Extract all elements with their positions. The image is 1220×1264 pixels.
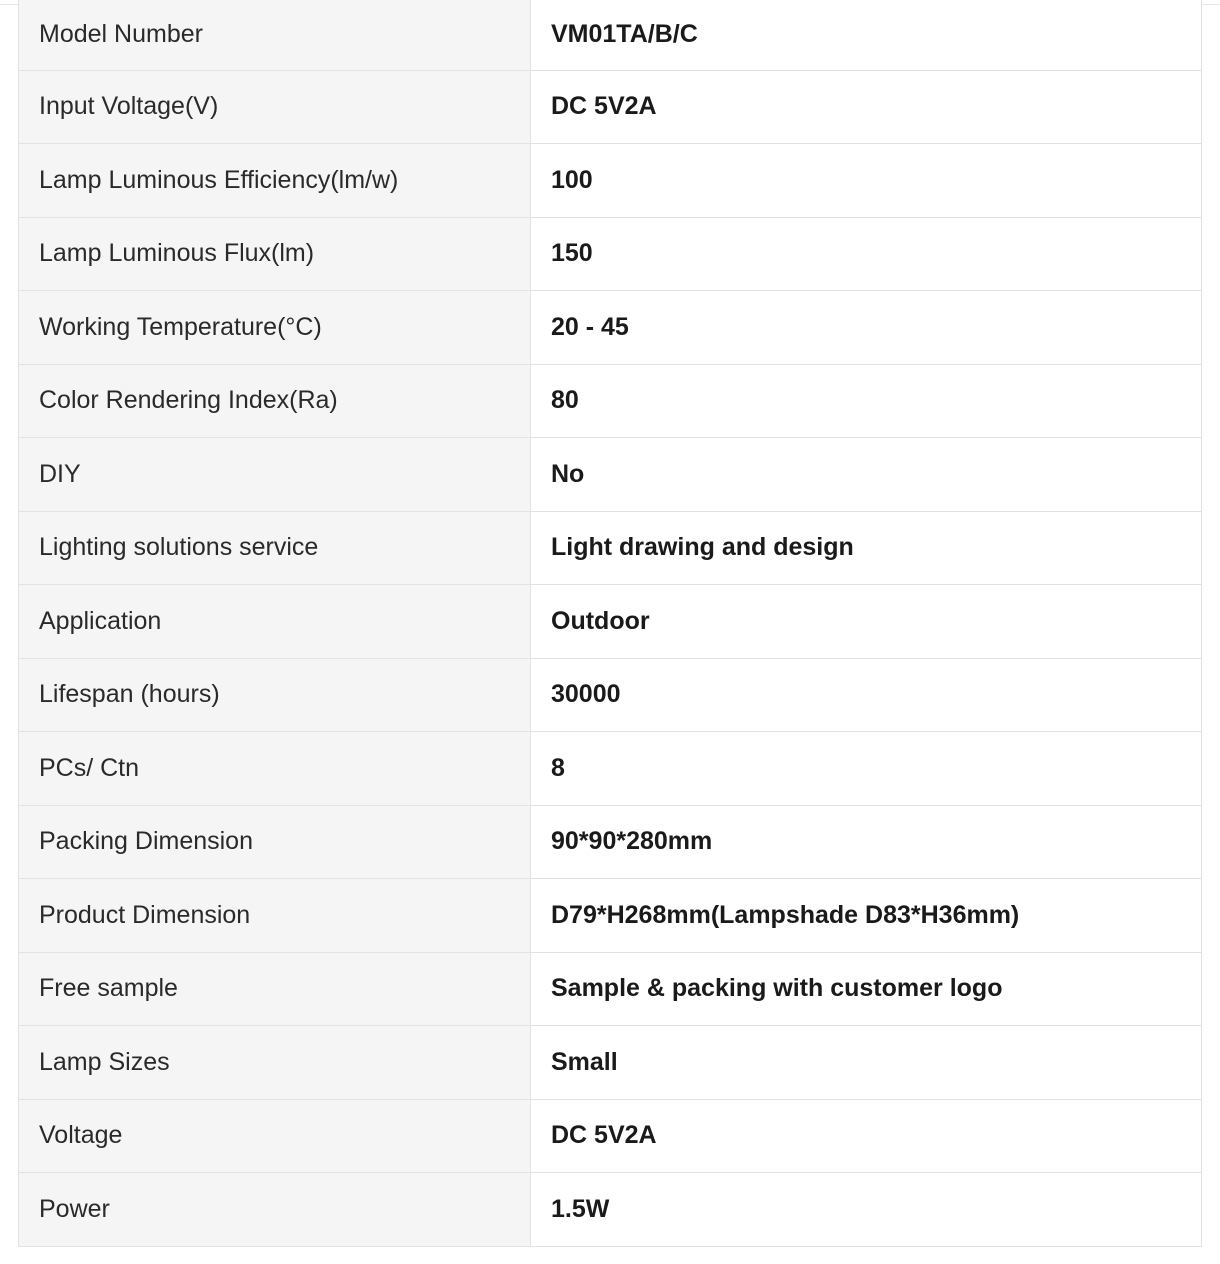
table-row bbox=[19, 879, 1202, 953]
spec-value: 8 bbox=[531, 732, 1202, 806]
spec-label: Lifespan (hours) bbox=[19, 658, 531, 732]
spec-table bbox=[18, 0, 1202, 1247]
table-row bbox=[19, 1099, 1202, 1173]
spec-value: No bbox=[531, 438, 1202, 512]
spec-value: 150 bbox=[531, 217, 1202, 291]
spec-table-body bbox=[19, 0, 1202, 1246]
table-row bbox=[19, 952, 1202, 1026]
spec-value: 80 bbox=[531, 364, 1202, 438]
table-row bbox=[19, 217, 1202, 291]
spec-value: D79*H268mm(Lampshade D83*H36mm) bbox=[531, 879, 1202, 953]
table-row bbox=[19, 70, 1202, 144]
table-row bbox=[19, 585, 1202, 659]
table-row bbox=[19, 438, 1202, 512]
spec-value: VM01TA/B/C bbox=[531, 0, 1202, 70]
spec-value: DC 5V2A bbox=[531, 1099, 1202, 1173]
spec-value: 1.5W bbox=[531, 1173, 1202, 1247]
spec-label: Working Temperature(°C) bbox=[19, 291, 531, 365]
spec-value: Sample & packing with customer logo bbox=[531, 952, 1202, 1026]
spec-value: DC 5V2A bbox=[531, 70, 1202, 144]
spec-value: Small bbox=[531, 1026, 1202, 1100]
spec-value: 20 - 45 bbox=[531, 291, 1202, 365]
spec-label: Input Voltage(V) bbox=[19, 70, 531, 144]
spec-label: Model Number bbox=[19, 0, 531, 70]
table-row bbox=[19, 144, 1202, 218]
table-row bbox=[19, 511, 1202, 585]
table-row bbox=[19, 805, 1202, 879]
table-row bbox=[19, 291, 1202, 365]
spec-value: 90*90*280mm bbox=[531, 805, 1202, 879]
spec-label: Voltage bbox=[19, 1099, 531, 1173]
spec-value: Light drawing and design bbox=[531, 511, 1202, 585]
spec-label: PCs/ Ctn bbox=[19, 732, 531, 806]
spec-label: Application bbox=[19, 585, 531, 659]
spec-value: 100 bbox=[531, 144, 1202, 218]
spec-label: Free sample bbox=[19, 952, 531, 1026]
spec-label: Color Rendering Index(Ra) bbox=[19, 364, 531, 438]
table-row bbox=[19, 364, 1202, 438]
spec-value: 30000 bbox=[531, 658, 1202, 732]
spec-label: Lighting solutions service bbox=[19, 511, 531, 585]
table-row bbox=[19, 0, 1202, 70]
spec-label: Lamp Luminous Flux(lm) bbox=[19, 217, 531, 291]
spec-label: Lamp Sizes bbox=[19, 1026, 531, 1100]
spec-label: Lamp Luminous Efficiency(lm/w) bbox=[19, 144, 531, 218]
table-row bbox=[19, 1026, 1202, 1100]
table-row bbox=[19, 658, 1202, 732]
spec-label: Packing Dimension bbox=[19, 805, 531, 879]
spec-value: Outdoor bbox=[531, 585, 1202, 659]
spec-label: DIY bbox=[19, 438, 531, 512]
spec-label: Power bbox=[19, 1173, 531, 1247]
spec-label: Product Dimension bbox=[19, 879, 531, 953]
table-row bbox=[19, 1173, 1202, 1247]
table-row bbox=[19, 732, 1202, 806]
